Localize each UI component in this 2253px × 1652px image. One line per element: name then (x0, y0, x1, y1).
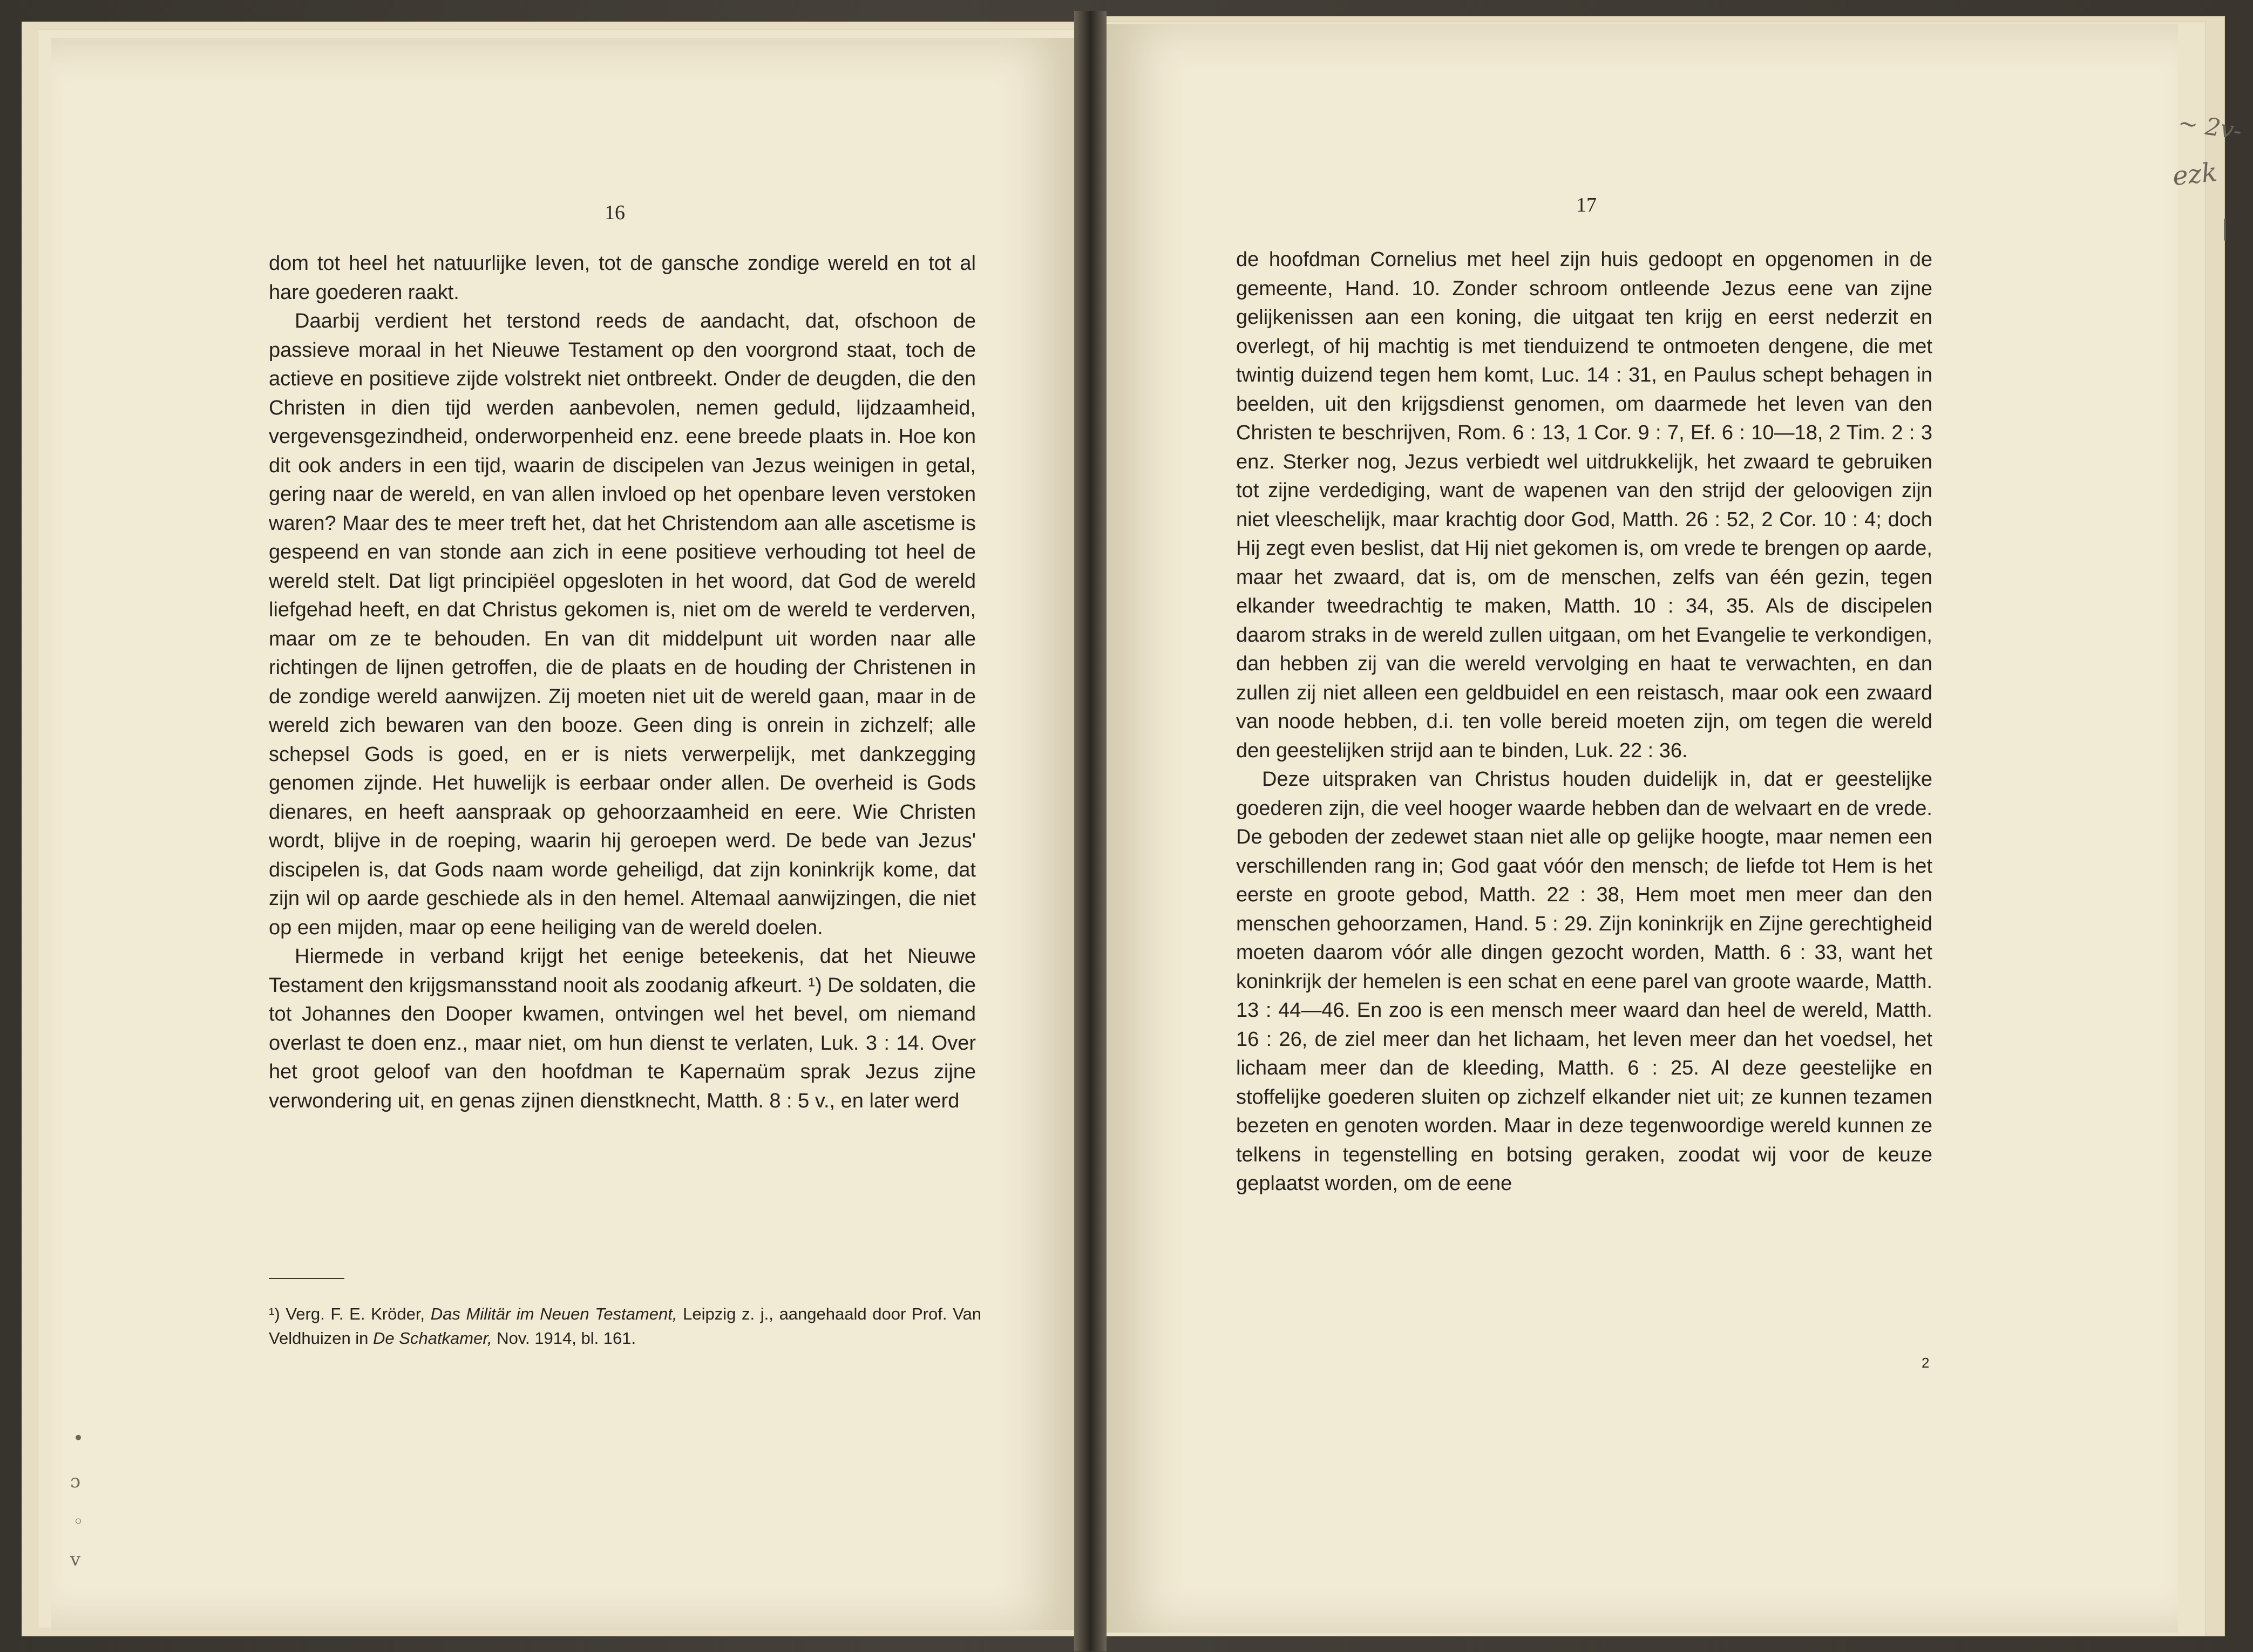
book-gutter (1074, 11, 1107, 1651)
paragraph: Hiermede in verband krijgt het eenige beteekenis, dat het Nieuwe Testament den krijgsmansstand nooit als zoodanig afkeurt. ¹) De soldaten, die tot Johannes den Dooper kwamen, ontvingen wel het bevel, om niemand overlast te doen enz., maar niet, om hun dienst te verlaten, Luk. 3 : 14. Over het groot geloof van den hoofdman te Kapernaüm sprak Jezus zijne verwondering uit, en genas zijnen dienstknecht, Matth. 8 : 5 v., en later werd (269, 945, 976, 1112)
pencil-annotation: | (2221, 216, 2229, 241)
footnote-title: Das Militär im Neuen Testament, (430, 1304, 677, 1323)
page-number-right: 17 (1576, 194, 1597, 216)
paragraph: dom tot heel het natuurlijke leven, tot de gansche zondige wereld en tot al hare goederen raakt. (269, 252, 976, 304)
footnote-rule (269, 1278, 344, 1279)
pencil-annotation: ~ 2v- (2176, 108, 2244, 146)
right-page-body (1236, 246, 1932, 1199)
footnote-marker: ¹) (269, 1304, 280, 1323)
left-page-body (269, 249, 976, 1116)
pencil-annotation: ezk (2171, 157, 2219, 192)
page-number-left: 16 (605, 201, 625, 224)
margin-mark: ◦ (73, 1511, 84, 1533)
paragraph: Deze uitspraken van Christus houden duidelijk in, dat er geestelijke goederen zijn, die veel hooger waarde hebben dan de welvaart en de vrede. De geboden der zedewet staan niet alle op gelijke hoogte, maar nemen een verschillenden rang in; God gaat vóór den mensch; de liefde tot Hem is het eerste en groote gebod, Matth. 22 : 38, Hem moet men meer dan den menschen gehoorzamen, Hand. 5 : 29. Zijn koninkrijk en Zijne gerechtigheid moeten daarom vóór alle dingen gezocht worden, Matth. 6 : 33, want het koninkrijk der hemelen is een schat en eene parel van groote waarde, Matth. 13 : 44—46. En zoo is een mensch meer waard dan heel de wereld, Matth. 16 : 26, de ziel meer dan het lichaam, het leven meer dan het voedsel, het lichaam meer dan de kleeding, Matth. 6 : 25. Al deze geestelijke en stoffelijke goederen sluiten op zichzelf elkander niet uit; ze kunnen tezamen bezeten en genoten worden. Maar in deze tegenwoordige wereld kunnen ze telkens in tegenstelling en botsing geraken, zoodat wij voor de keuze geplaatst worden, om de eene (1236, 768, 1932, 1195)
paragraph: de hoofdman Cornelius met heel zijn huis gedoopt en opgenomen in de gemeente, Hand. 10. Zonder schroom ontleende Jezus eene van zijne gelijkenissen aan een koning, die uitgaat ten krijg en eerst nederzit en overlegt, of hij machtig is met tienduizend te ontmoeten dengene, die met twintig duizend tegen hem komt, Luc. 14 : 31, en Paulus schept behagen in beelden, uit den krijgsdienst genomen, om daarmede het leven van den Christen te beschrijven, Rom. 6 : 13, 1 Cor. 9 : 7, Ef. 6 : 10—18, 2 Tim. 2 : 3 enz. Sterker nog, Jezus verbiedt wel uitdrukkelijk, het zwaard te gebruiken tot zijne verdediging, want de wapenen van den strijd der geloovigen zijn niet vleeschelijk, maar krachtig door God, Matth. 26 : 52, 2 Cor. 10 : 4; doch Hij zegt even beslist, dat Hij niet gekomen is, om vrede te brengen op aarde, maar het zwaard, dat is, om de menschen, zelfs van één gezin, tegen elkander tweedrachtig te maken, Matth. 10 : 34, 35. Als de discipelen daarom straks in de wereld zullen uitgaan, om het Evangelie te verkondigen, dan hebben zij van die wereld vervolging en haat te verwachten, en dan zullen zij niet alleen een geldbuidel en een reistasch, maar ook een zwaard van noode hebben, d.i. ten volle bereid moeten zijn, om tegen die wereld den geestelijken strijd aan te binden, Luk. 22 : 36. (1236, 248, 1932, 762)
footnote-text: Verg. F. E. Kröder, (280, 1304, 431, 1323)
margin-mark: v (70, 1549, 81, 1571)
footnote-title: De Schatkamer, (373, 1329, 492, 1348)
margin-mark: ɔ (70, 1471, 81, 1492)
footnote (269, 1302, 981, 1350)
signature-mark: 2 (1922, 1355, 1930, 1371)
footnote-text: Nov. 1914, bl. 161. (492, 1329, 636, 1348)
paragraph: Daarbij verdient het terstond reeds de aandacht, dat, ofschoon de passieve moraal in het Nieuwe Testament op den voorgrond staat, toch de actieve en positieve zijde volstrekt niet ontbreekt. Onder de deugden, die den Christen in dien tijd werden aanbevolen, nemen geduld, lijdzaamheid, vergevensgezindheid, onderworpenheid enz. eene breede plaats in. Hoe kon dit ook anders in een tijd, waarin de discipelen van Jezus weinigen in getal, gering naar de wereld, en van allen invloed op het openbare leven verstoken waren? Maar des te meer treft het, dat het Christendom aan alle ascetisme is gespeend en van stonde aan zich in eene positieve verhouding tot heel de wereld stelt. Dat ligt principiëel opgesloten in het woord, dat God de wereld liefgehad heeft, en dat Christus gekomen is, niet om de wereld te verderven, maar om ze te behouden. En van dit middelpunt uit worden naar alle richtingen de lijnen getroffen, die de plaats en de houding der Christenen in de zondige wereld aanwijzen. Zij moeten niet uit de wereld gaan, maar in de wereld zich bewaren van den booze. Geen ding is onrein in zichzelf; alle schepsel Gods is goed, en er is niets verwerpelijk, met dankzegging genomen zijnde. Het huwelijk is eerbaar onder allen. De overheid is Gods dienares, en heeft aanspraak op gehoorzaamheid en eere. Wie Christen wordt, blijve in de roeping, waarin hij geroepen werd. De bede van Jezus' discipelen is, dat Gods naam worde geheiligd, dat zijn koninkrijk kome, dat zijn wil op aarde geschiede als in den hemel. Altemaal aanwijzingen, die niet op een mijden, maar op eene heiliging van de wereld doelen. (269, 310, 976, 939)
margin-mark: • (73, 1427, 84, 1449)
footnote-text: Leipzig z. j., aangehaald door Prof. Van Veldhuizen in (269, 1304, 981, 1348)
